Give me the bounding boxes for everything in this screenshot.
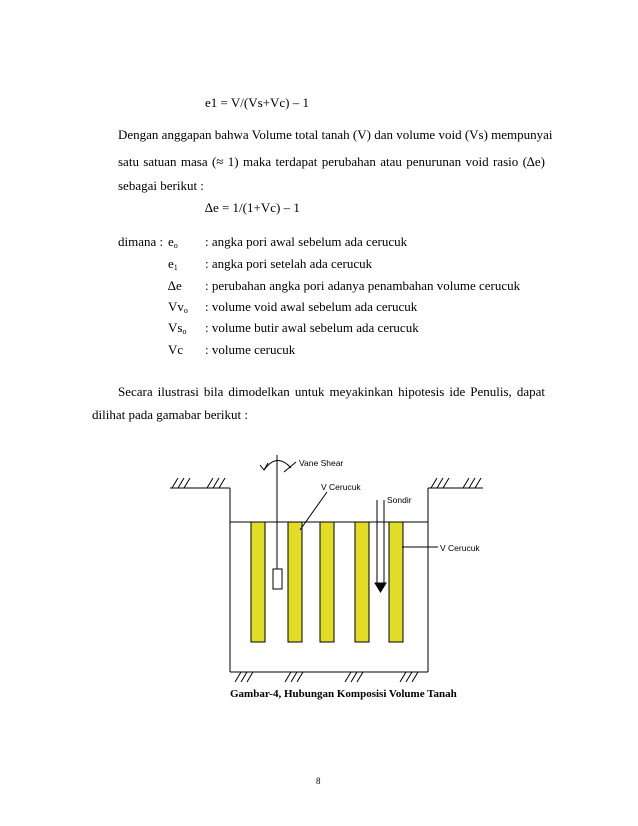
definition-symbol: $Vs_o$ — [168, 320, 187, 336]
definitions-intro: dimana : — [118, 234, 164, 249]
soil-volume-diagram — [0, 440, 638, 710]
v-cerucuk-top-label: V Cerucuk — [321, 482, 361, 492]
definition-description: : angka pori setelah ada cerucuk — [205, 256, 373, 271]
definition-symbol: Vc — [168, 342, 184, 357]
definition-symbol: $e_1$ — [168, 256, 178, 272]
pile-5 — [389, 522, 403, 642]
paragraph-line: Secara ilustrasi bila dimodelkan untuk meyakinkan hipotesis ide Penulis, dapat — [118, 384, 545, 399]
ground-hatch-bottom — [235, 672, 418, 682]
paragraph-line: sebagai berikut : — [118, 178, 204, 193]
ground-hatch-right — [428, 478, 483, 488]
figure-caption: Gambar-4, Hubungan Komposisi Volume Tanah — [230, 688, 457, 700]
v-cerucuk-right-label: V Cerucuk — [440, 543, 480, 553]
definition-description: : angka pori awal sebelum ada cerucuk — [205, 234, 408, 249]
definition-symbol: $e_o$ — [168, 234, 178, 250]
sondir-label: Sondir — [387, 495, 412, 505]
pile-2 — [288, 522, 302, 642]
paragraph-line: Dengan anggapan bahwa Volume total tanah (V) dan volume void (Vs) mempunyai — [118, 127, 553, 142]
equation-e1: e1 = V/(Vs+Vc) – 1 — [205, 95, 309, 110]
vane-shear-label: Vane Shear — [299, 458, 344, 468]
definition-symbol: $Vv_o$ — [168, 299, 188, 315]
definition-description: : volume void awal sebelum ada cerucuk — [205, 299, 418, 314]
definition-description: : volume cerucuk — [205, 342, 296, 357]
pile-4 — [355, 522, 369, 642]
page-number: 8 — [316, 776, 321, 786]
definition-description: : perubahan angka pori adanya penambahan volume cerucuk — [205, 278, 521, 293]
pile-1 — [251, 522, 265, 642]
paragraph-line: dilihat pada gamabar berikut : — [92, 407, 248, 422]
paragraph-line: satu satuan masa (≈ 1) maka terdapat perubahan atau penurunan void rasio (∆e) — [118, 154, 545, 169]
definition-description: : volume butir awal sebelum ada cerucuk — [205, 320, 419, 335]
ground-hatch-left — [170, 478, 230, 488]
pile-3 — [320, 522, 334, 642]
definition-symbol: ∆e — [168, 278, 182, 293]
equation-delta-e: ∆e = 1/(1+Vc) – 1 — [205, 200, 300, 215]
sondir-rod — [375, 500, 386, 592]
